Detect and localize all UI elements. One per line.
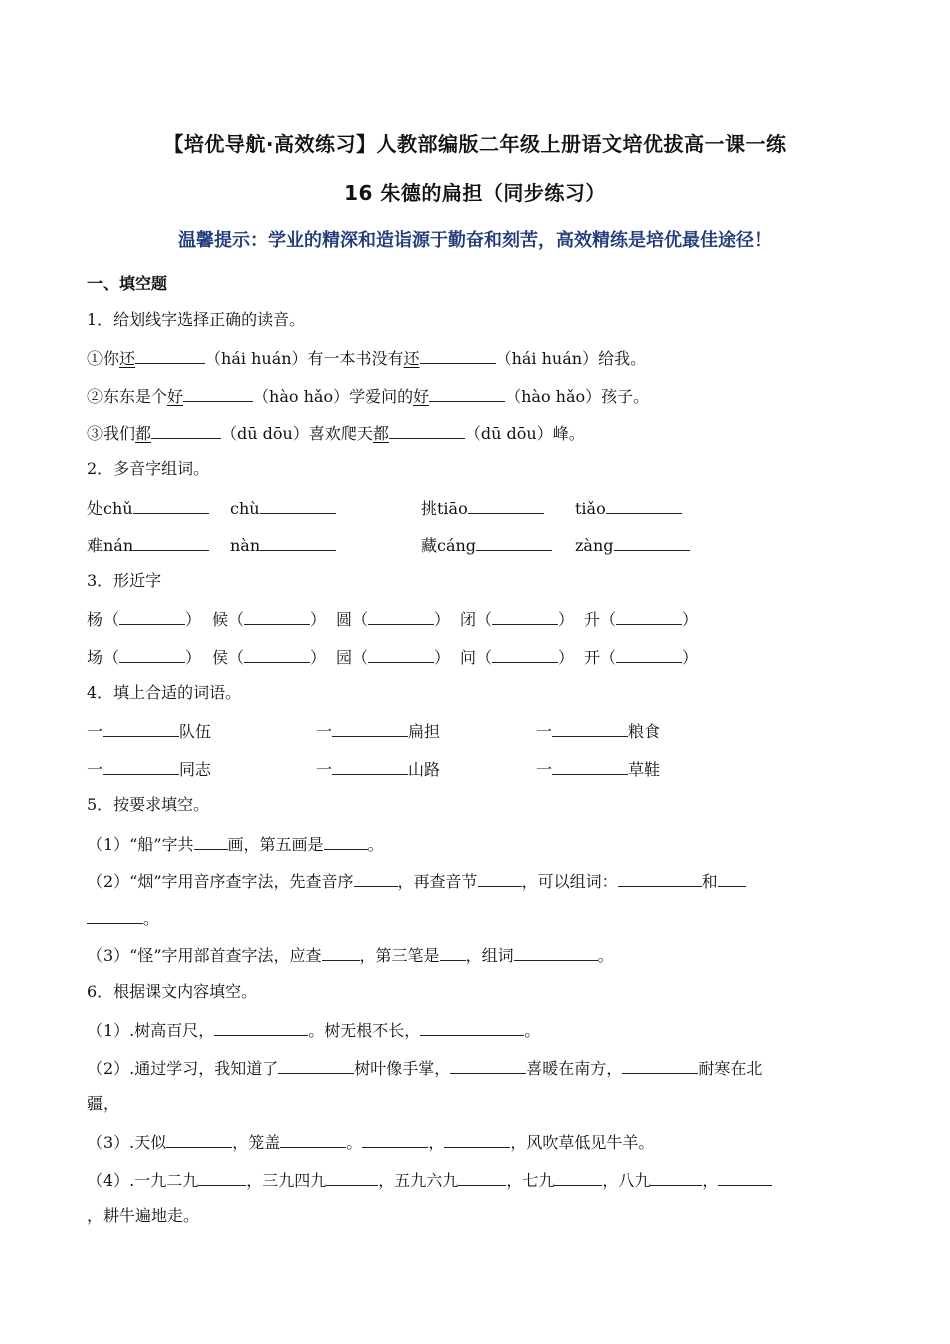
- answer-blank[interactable]: [492, 645, 558, 663]
- answer-blank[interactable]: [458, 1168, 506, 1186]
- answer-blank[interactable]: [444, 1130, 510, 1148]
- q3-cell: 园（ ）: [336, 645, 450, 669]
- q6-line-3: （3）.天似 ，笼盖 。 ， ，风吹草低见牛羊。: [87, 1130, 654, 1154]
- q4-cell: 一 同志: [87, 757, 211, 781]
- q3-cell: 问（ ）: [460, 645, 574, 669]
- q4-cell: 一 扁担: [316, 719, 440, 743]
- answer-blank[interactable]: [244, 645, 310, 663]
- answer-blank[interactable]: [552, 719, 628, 737]
- q4-cell: 一 山路: [316, 757, 440, 781]
- answer-blank[interactable]: [103, 757, 179, 775]
- answer-blank[interactable]: [622, 1056, 698, 1074]
- answer-blank[interactable]: [420, 346, 496, 364]
- q5-line-2: （2）“烟”字用音序查字法，先查音序 ，再查音节 ，可以组词： 和: [87, 869, 746, 893]
- q2-cell: 难nán: [87, 533, 209, 557]
- q6-line-2-cont: 疆，: [87, 1094, 120, 1113]
- q1-item-1: ①你还 （hái huán）有一本书没有还 （hái huán）给我。: [87, 346, 646, 370]
- q3-cell: 闭（ ）: [460, 607, 574, 631]
- q6-line-4-cont: ，耕牛遍地走。: [87, 1206, 200, 1225]
- answer-blank[interactable]: [135, 346, 205, 364]
- q5-line-3: （3）“怪”字用部首查字法，应查 ，第三笔是 ，组词 。: [87, 943, 614, 967]
- answer-blank[interactable]: [214, 1018, 308, 1036]
- answer-blank[interactable]: [324, 832, 368, 850]
- answer-blank[interactable]: [280, 1130, 346, 1148]
- answer-blank[interactable]: [326, 1168, 378, 1186]
- q2-cell: tiǎo: [575, 496, 682, 520]
- question-5-title: 5．按要求填空。: [87, 795, 210, 814]
- answer-blank[interactable]: [514, 943, 598, 961]
- q5-line-1: （1）“船”字共 画，第五画是 。: [87, 832, 384, 856]
- q3-cell: 杨（ ）: [87, 607, 201, 631]
- q2-cell: zàng: [575, 533, 690, 557]
- answer-blank[interactable]: [618, 869, 702, 887]
- q2-cell: 挑tiāo: [421, 496, 544, 520]
- answer-blank[interactable]: [552, 757, 628, 775]
- q4-cell: 一 粮食: [536, 719, 660, 743]
- answer-blank[interactable]: [332, 757, 408, 775]
- q6-line-1: （1）.树高百尺， 。树无根不长， 。: [87, 1018, 540, 1042]
- question-6-title: 6．根据课文内容填空。: [87, 982, 258, 1001]
- underlined-char: 还: [119, 349, 136, 368]
- answer-blank[interactable]: [420, 1018, 524, 1036]
- q2-cell: 藏cáng: [421, 533, 552, 557]
- answer-blank[interactable]: [554, 1168, 602, 1186]
- q3-cell: 场（ ）: [87, 645, 201, 669]
- answer-blank[interactable]: [450, 1056, 526, 1074]
- q3-cell: 开（ ）: [584, 645, 698, 669]
- answer-blank[interactable]: [429, 384, 505, 402]
- answer-blank[interactable]: [133, 496, 209, 514]
- answer-blank[interactable]: [151, 421, 221, 439]
- answer-blank[interactable]: [718, 1168, 772, 1186]
- question-3-title: 3．形近字: [87, 571, 162, 590]
- answer-blank[interactable]: [492, 607, 558, 625]
- q3-cell: 侯（ ）: [212, 645, 326, 669]
- answer-blank[interactable]: [354, 869, 398, 887]
- page-subtitle: 16 朱德的扁担（同步练习）: [344, 181, 606, 205]
- q2-cell: chù: [230, 496, 336, 520]
- answer-blank[interactable]: [260, 533, 336, 551]
- tip-banner: 温馨提示：学业的精深和造诣源于勤奋和刻苦，高效精练是培优最佳途径！: [178, 230, 772, 251]
- answer-blank[interactable]: [260, 496, 336, 514]
- q6-line-2: （2）.通过学习，我知道了 树叶像手掌， 喜暖在南方， 耐寒在北: [87, 1056, 762, 1080]
- q1-item-3: ③我们都 （dū dōu）喜欢爬天都 （dū dōu）峰。: [87, 421, 585, 445]
- answer-blank[interactable]: [103, 719, 179, 737]
- question-1-title: 1．给划线字选择正确的读音。: [87, 310, 306, 329]
- answer-blank[interactable]: [440, 943, 466, 961]
- q6-line-4: （4）.一九二九 ，三九四九 ，五九六九 ，七九 ，八九 ，: [87, 1168, 772, 1192]
- answer-blank[interactable]: [87, 906, 143, 924]
- answer-blank[interactable]: [183, 384, 253, 402]
- answer-blank[interactable]: [389, 421, 465, 439]
- q3-cell: 升（ ）: [584, 607, 698, 631]
- question-2-title: 2．多音字组词。: [87, 459, 210, 478]
- answer-blank[interactable]: [244, 607, 310, 625]
- underlined-char: 好: [167, 387, 184, 406]
- q5-line-2-cont: 。: [87, 906, 159, 930]
- section-heading: 一、填空题: [87, 274, 168, 293]
- answer-blank[interactable]: [166, 1130, 232, 1148]
- q4-cell: 一 草鞋: [536, 757, 660, 781]
- answer-blank[interactable]: [119, 645, 185, 663]
- underlined-char: 都: [135, 424, 152, 443]
- q4-cell: 一 队伍: [87, 719, 211, 743]
- answer-blank[interactable]: [362, 1130, 428, 1148]
- answer-blank[interactable]: [119, 607, 185, 625]
- answer-blank[interactable]: [718, 869, 746, 887]
- underlined-char: 都: [372, 424, 389, 443]
- underlined-char: 好: [413, 387, 430, 406]
- answer-blank[interactable]: [332, 719, 408, 737]
- answer-blank[interactable]: [606, 496, 682, 514]
- answer-blank[interactable]: [468, 496, 544, 514]
- answer-blank[interactable]: [368, 645, 434, 663]
- q2-cell: 处chǔ: [87, 496, 209, 520]
- underlined-char: 还: [403, 349, 420, 368]
- answer-blank[interactable]: [616, 645, 682, 663]
- answer-blank[interactable]: [133, 533, 209, 551]
- answer-blank[interactable]: [278, 1056, 354, 1074]
- answer-blank[interactable]: [614, 533, 690, 551]
- answer-blank[interactable]: [368, 607, 434, 625]
- q1-item-2: ②东东是个好 （hào hǎo）学爱问的好 （hào hǎo）孩子。: [87, 384, 649, 408]
- answer-blank[interactable]: [650, 1168, 702, 1186]
- answer-blank[interactable]: [198, 1168, 246, 1186]
- q3-cell: 候（ ）: [212, 607, 326, 631]
- answer-blank[interactable]: [616, 607, 682, 625]
- question-4-title: 4．填上合适的词语。: [87, 683, 242, 702]
- answer-blank[interactable]: [322, 943, 360, 961]
- answer-blank[interactable]: [194, 832, 228, 850]
- page-title: 【培优导航·高效练习】人教部编版二年级上册语文培优拔高一课一练: [163, 132, 787, 156]
- answer-blank[interactable]: [476, 533, 552, 551]
- q3-cell: 圆（ ）: [336, 607, 450, 631]
- q2-cell: nàn: [230, 533, 336, 557]
- answer-blank[interactable]: [478, 869, 522, 887]
